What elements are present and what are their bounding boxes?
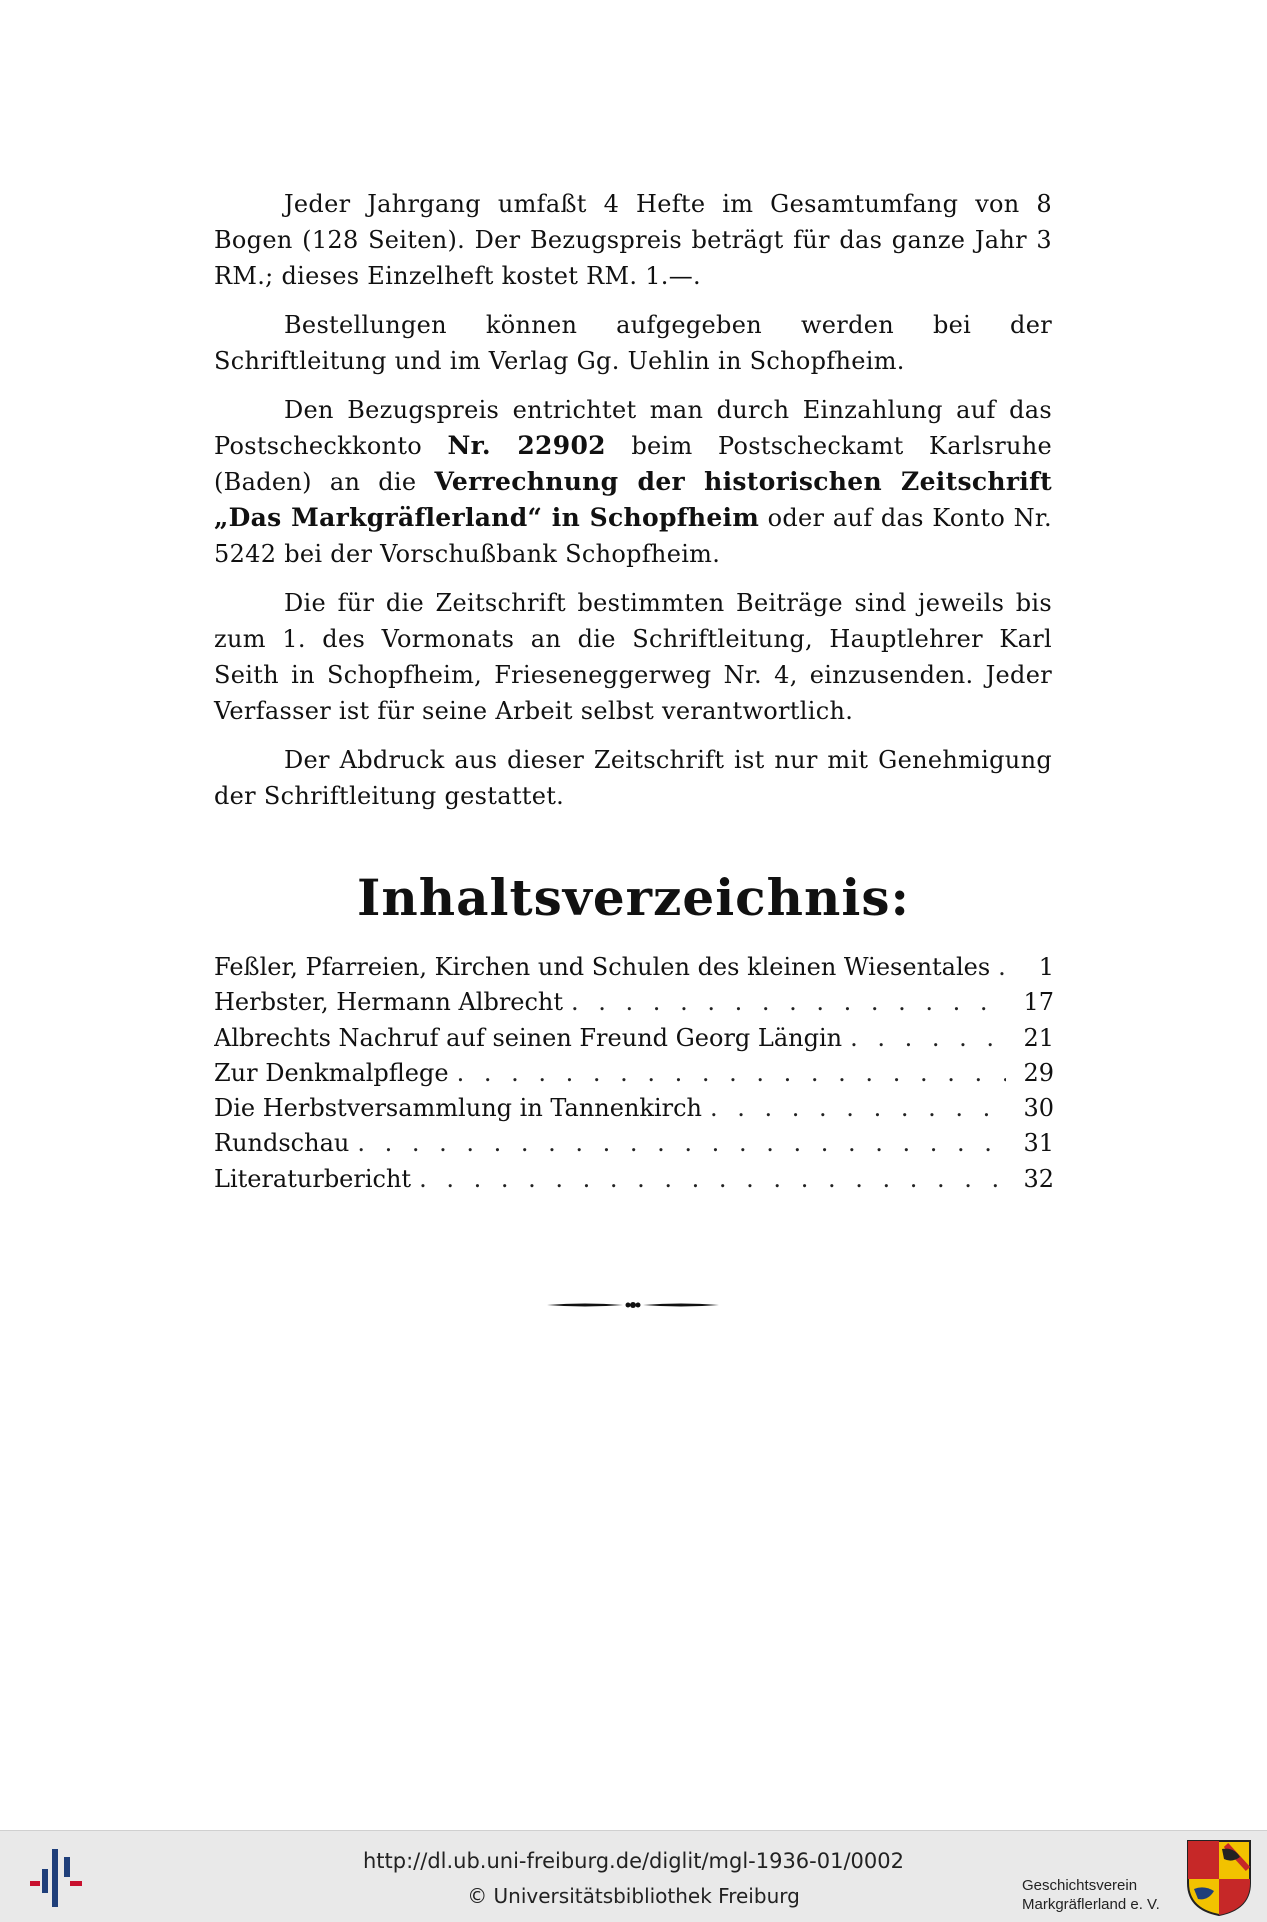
toc-entry [214, 1094, 1054, 1129]
toc-leader-dots [850, 1024, 1006, 1052]
toc-entry-page: 31 [1023, 1129, 1054, 1158]
table-of-contents [214, 953, 1054, 1200]
toc-entry [214, 988, 1054, 1023]
toc-entry-label: Albrechts Nachruf auf seinen Freund Georg Längin [214, 1023, 843, 1052]
toc-entry-label: Rundschau [214, 1129, 350, 1158]
paragraph-subscription: Jeder Jahrgang umfaßt 4 Hefte im Gesamtumfang von 8 Bogen (128 Seiten). Der Bezugspreis beträgt für das ganze Jahr 3 RM.; dieses Einzelheft kostet RM. 1.—. [214, 190, 1052, 290]
toc-leader-dots [357, 1129, 1006, 1157]
account-number: Nr. 22902 [447, 431, 606, 460]
toc-entry-page: 1 [1038, 953, 1054, 981]
toc-entry [214, 1129, 1054, 1164]
paragraph-reprint: Der Abdruck aus dieser Zeitschrift ist nur mit Genehmigung der Schriftleitung gestattet. [214, 746, 1052, 810]
toc-entry-label: Literaturbericht [214, 1164, 412, 1193]
toc-entry-label: Die Herbstversammlung in Tannenkirch [214, 1094, 703, 1123]
toc-entry [214, 953, 1054, 988]
payment-text-c: beim Postscheckamt Karlsruhe (Baden) an die [214, 432, 1053, 496]
toc-entry-label: Zur Denkmalpflege [214, 1058, 449, 1087]
toc-leader-dots [998, 953, 1006, 981]
paragraph-orders: Bestellungen können aufgegeben werden bei der Schriftleitung und im Verlag Gg. Uehlin in Schopfheim. [214, 311, 1052, 375]
viewer-footer [0, 1830, 1267, 1922]
toc-entry-page: 17 [1023, 988, 1054, 1017]
account-holder: Verrechnung der historischen Zeitschrift „Das Markgräflerland“ in Schopfheim [214, 467, 1052, 532]
ornament-divider [545, 1298, 721, 1312]
imprint-text [214, 186, 1052, 827]
toc-entry-page: 30 [1023, 1094, 1054, 1123]
toc-leader-dots [457, 1059, 1006, 1087]
paragraph-payment [214, 392, 1052, 572]
toc-leader-dots [571, 988, 1006, 1016]
toc-entry [214, 1059, 1054, 1094]
society-name [1022, 1876, 1160, 1914]
toc-entry [214, 1165, 1054, 1200]
toc-entry-page: 29 [1023, 1058, 1054, 1087]
toc-entry-page: 21 [1023, 1023, 1054, 1052]
copyright-notice: © Universitätsbibliothek Freiburg [467, 1884, 800, 1908]
society-name-line1: Geschichtsverein [1022, 1877, 1138, 1894]
toc-entry-label: Herbster, Hermann Albrecht [214, 988, 564, 1017]
toc-entry-page: 32 [1023, 1164, 1054, 1193]
permalink-url[interactable]: http://dl.ub.uni-freiburg.de/diglit/mgl-1936-01/0002 [362, 1849, 904, 1873]
toc-entry [214, 1024, 1054, 1059]
society-name-line2: Markgräflerland e. V. [1022, 1896, 1160, 1913]
toc-title: Inhaltsverzeichnis: [357, 868, 910, 927]
payment-text-a: Den Bezugspreis entrichtet man durch Einzahlung auf das Postscheckkonto [214, 396, 1052, 460]
paragraph-contributions: Die für die Zeitschrift bestimmten Beiträge sind jeweils bis zum 1. des Vormonats an die Schriftleitung, Hauptlehrer Karl Seith in Schopfheim, Frieseneggerweg Nr. 4, einzusenden. Jeder Verfasser ist für seine Arbeit selbst verantwortlich. [214, 589, 1052, 725]
toc-leader-dots [419, 1165, 1006, 1193]
payment-text-e: oder auf das Konto Nr. 5242 bei der Vorschußbank Schopfheim. [214, 504, 1052, 568]
coat-of-arms-icon [1186, 1839, 1252, 1917]
toc-entry-label: Feßler, Pfarreien, Kirchen und Schulen des kleinen Wiesentales [214, 953, 991, 981]
toc-leader-dots [710, 1094, 1006, 1122]
